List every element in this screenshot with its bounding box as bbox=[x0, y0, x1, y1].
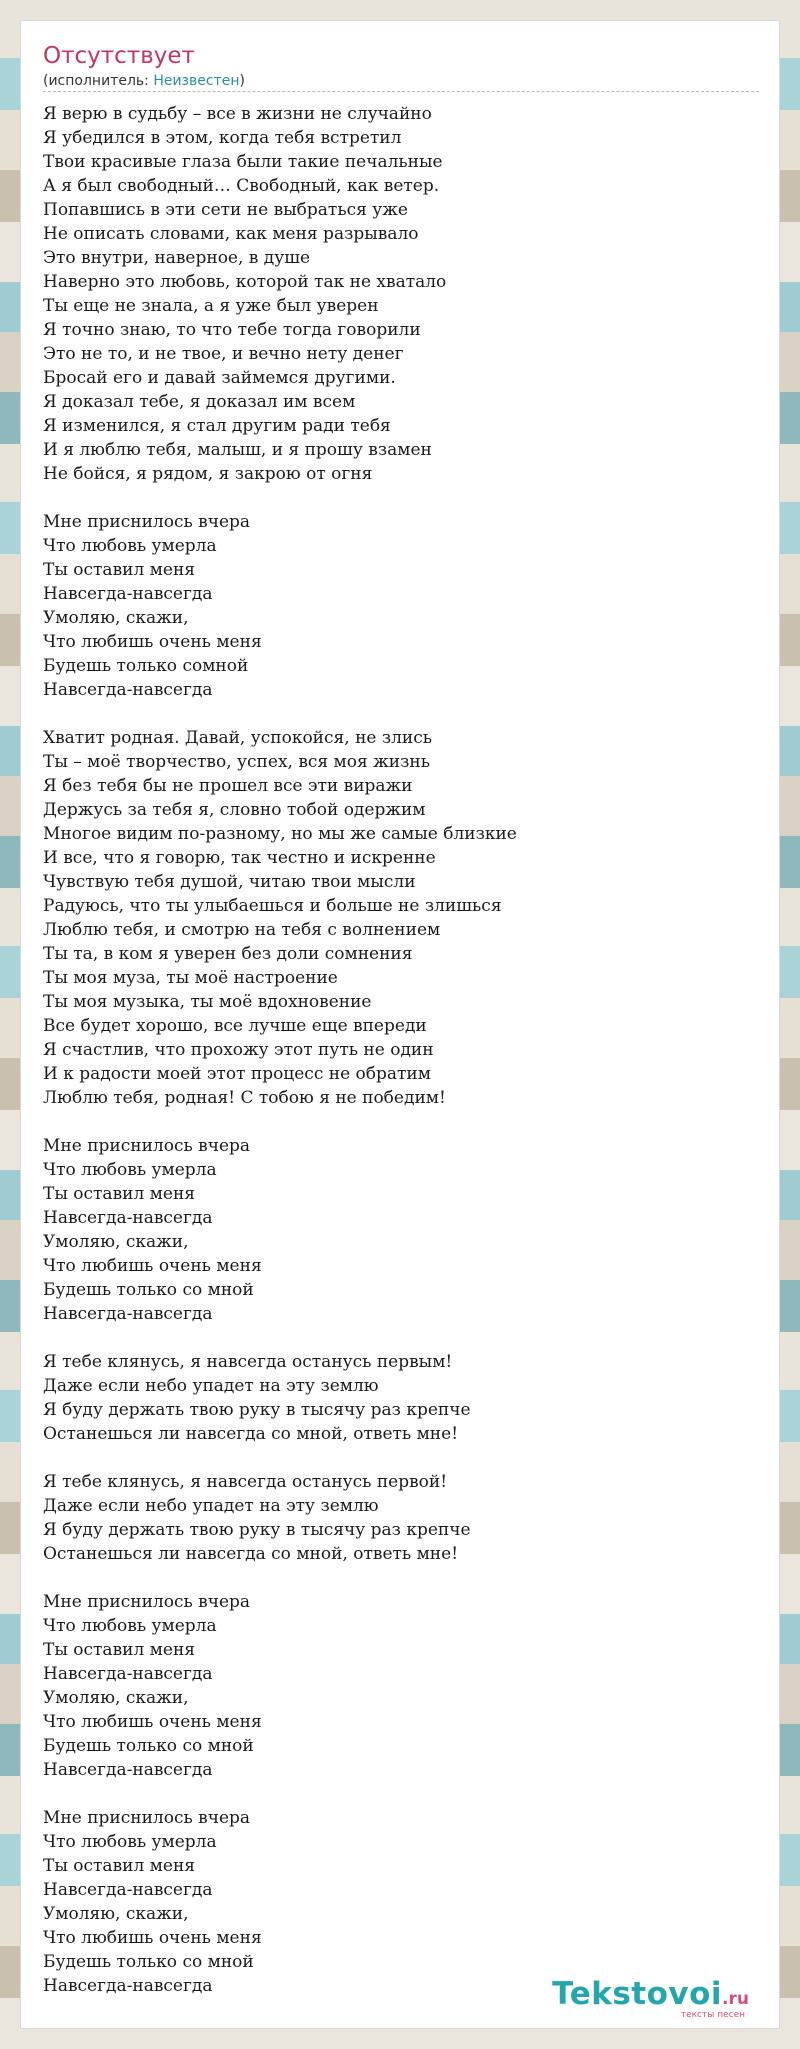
lyrics-line: Навсегда-навсегда bbox=[43, 680, 213, 700]
lyrics-line: Умоляю, скажи, bbox=[43, 1232, 189, 1252]
lyrics-line: И все, что я говорю, так честно и искренне bbox=[43, 848, 436, 868]
lyrics-stanza bbox=[43, 1350, 759, 1446]
lyrics-line: Попавшись в эти сети не выбраться уже bbox=[43, 200, 408, 220]
lyrics-line: Что любовь умерла bbox=[43, 536, 217, 556]
lyrics-line: Что любишь очень меня bbox=[43, 1712, 262, 1732]
lyrics-line: Ты оставил меня bbox=[43, 1856, 196, 1876]
lyrics-line: Люблю тебя, родная! С тобою я не победим! bbox=[43, 1088, 446, 1108]
lyrics-page bbox=[20, 20, 780, 2029]
lyrics-line: Будешь только со мной bbox=[43, 1280, 254, 1300]
song-title: Отсутствует bbox=[43, 43, 195, 69]
lyrics-line: Умоляю, скажи, bbox=[43, 1904, 189, 1924]
lyrics-line: Что любовь умерла bbox=[43, 1616, 217, 1636]
lyrics-line: Будешь только сомной bbox=[43, 656, 249, 676]
lyrics-line: Не описать словами, как меня разрывало bbox=[43, 224, 419, 244]
lyrics-line: Все будет хорошо, все лучше еще впереди bbox=[43, 1016, 427, 1036]
lyrics-line: А я был свободный… Свободный, как ветер. bbox=[43, 176, 440, 196]
title-divider bbox=[43, 91, 759, 92]
lyrics-line: Я убедился в этом, когда тебя встретил bbox=[43, 128, 402, 148]
lyrics-line: Я верю в судьбу – все в жизни не случайно bbox=[43, 104, 432, 124]
lyrics-stanza bbox=[43, 510, 759, 702]
lyrics-stanza bbox=[43, 1134, 759, 1326]
lyrics-line: Навсегда-навсегда bbox=[43, 1664, 213, 1684]
lyrics-line: Не бойся, я рядом, я закрою от огня bbox=[43, 464, 373, 484]
lyrics-line: Мне приснилось вчера bbox=[43, 512, 251, 532]
lyrics-line: Мне приснилось вчера bbox=[43, 1808, 251, 1828]
lyrics-line: Навсегда-навсегда bbox=[43, 1976, 213, 1996]
lyrics-line: Я точно знаю, то что тебе тогда говорили bbox=[43, 320, 421, 340]
lyrics-line: Останешься ли навсегда со мной, ответь мне! bbox=[43, 1544, 459, 1564]
lyrics-line: И к радости моей этот процесс не обратим bbox=[43, 1064, 431, 1084]
lyrics-line: Ты моя музыка, ты моё вдохновение bbox=[43, 992, 372, 1012]
lyrics-line: Я буду держать твою руку в тысячу раз крепче bbox=[43, 1400, 471, 1420]
lyrics-line: Я счастлив, что прохожу этот путь не один bbox=[43, 1040, 434, 1060]
lyrics-line: Хватит родная. Давай, успокойся, не злись bbox=[43, 728, 433, 748]
artist-prefix: (исполнитель: bbox=[43, 73, 154, 89]
site-logo[interactable] bbox=[552, 1978, 749, 2020]
lyrics-line: Навсегда-навсегда bbox=[43, 1304, 213, 1324]
lyrics-line: Ты оставил меня bbox=[43, 560, 196, 580]
lyrics-line: И я люблю тебя, малыш, и я прошу взамен bbox=[43, 440, 432, 460]
lyrics-line: Что любовь умерла bbox=[43, 1832, 217, 1852]
lyrics-line: Даже если небо упадет на эту землю bbox=[43, 1376, 379, 1396]
lyrics-line: Мне приснилось вчера bbox=[43, 1592, 251, 1612]
artist-line bbox=[43, 72, 245, 90]
lyrics-line: Ты та, в ком я уверен без доли сомнения bbox=[43, 944, 413, 964]
lyrics-line: Навсегда-навсегда bbox=[43, 1760, 213, 1780]
lyrics-line: Навсегда-навсегда bbox=[43, 1880, 213, 1900]
lyrics-line: Что любишь очень меня bbox=[43, 1256, 262, 1276]
lyrics-line: Ты – моё творчество, успех, вся моя жизнь bbox=[43, 752, 430, 772]
lyrics-line: Останешься ли навсегда со мной, ответь мне! bbox=[43, 1424, 459, 1444]
lyrics-line: Навсегда-навсегда bbox=[43, 584, 213, 604]
lyrics-line: Что любишь очень меня bbox=[43, 632, 262, 652]
lyrics-line: Умоляю, скажи, bbox=[43, 1688, 189, 1708]
lyrics-line: Будешь только со мной bbox=[43, 1952, 254, 1972]
lyrics-line: Я изменился, я стал другим ради тебя bbox=[43, 416, 391, 436]
logo-name: Tekstovoi bbox=[552, 1976, 723, 2012]
logo-tagline: тексты песен bbox=[680, 2010, 745, 2020]
lyrics-line: Многое видим по-разному, но мы же самые близкие bbox=[43, 824, 517, 844]
lyrics-line: Что любишь очень меня bbox=[43, 1928, 262, 1948]
lyrics-line: Держусь за тебя я, словно тобой одержим bbox=[43, 800, 426, 820]
logo-tld: .ru bbox=[722, 1989, 749, 2009]
lyrics-line: Я тебе клянусь, я навсегда останусь первым! bbox=[43, 1352, 453, 1372]
lyrics-line: Радуюсь, что ты улыбаешься и больше не злишься bbox=[43, 896, 502, 916]
lyrics-line: Ты оставил меня bbox=[43, 1184, 196, 1204]
lyrics-line: Чувствую тебя душой, читаю твои мысли bbox=[43, 872, 416, 892]
lyrics-line: Я буду держать твою руку в тысячу раз крепче bbox=[43, 1520, 471, 1540]
lyrics-line: Это внутри, наверное, в душе bbox=[43, 248, 311, 268]
lyrics-line: Это не то, и не твое, и вечно нету денег bbox=[43, 344, 404, 364]
lyrics-stanza bbox=[43, 1806, 759, 1998]
lyrics-line: Твои красивые глаза были такие печальные bbox=[43, 152, 443, 172]
lyrics-line: Ты еще не знала, а я уже был уверен bbox=[43, 296, 379, 316]
artist-suffix: ) bbox=[239, 73, 245, 89]
lyrics-line: Я доказал тебе, я доказал им всем bbox=[43, 392, 356, 412]
lyrics-line: Будешь только со мной bbox=[43, 1736, 254, 1756]
lyrics-line: Ты оставил меня bbox=[43, 1640, 196, 1660]
lyrics-line: Люблю тебя, и смотрю на тебя с волнением bbox=[43, 920, 441, 940]
lyrics-line: Умоляю, скажи, bbox=[43, 608, 189, 628]
lyrics-line: Мне приснилось вчера bbox=[43, 1136, 251, 1156]
lyrics-line: Ты моя муза, ты моё настроение bbox=[43, 968, 338, 988]
lyrics-stanza bbox=[43, 1470, 759, 1566]
lyrics-line: Я без тебя бы не прошел все эти виражи bbox=[43, 776, 413, 796]
lyrics-stanza bbox=[43, 102, 759, 486]
lyrics-text bbox=[43, 102, 759, 2022]
lyrics-line: Навсегда-навсегда bbox=[43, 1208, 213, 1228]
lyrics-line: Что любовь умерла bbox=[43, 1160, 217, 1180]
lyrics-stanza bbox=[43, 726, 759, 1110]
lyrics-stanza bbox=[43, 1590, 759, 1782]
lyrics-line: Я тебе клянусь, я навсегда останусь первой! bbox=[43, 1472, 448, 1492]
lyrics-line: Бросай его и давай займемся другими. bbox=[43, 368, 396, 388]
lyrics-line: Наверно это любовь, которой так не хватало bbox=[43, 272, 447, 292]
artist-link[interactable]: Неизвестен bbox=[153, 73, 240, 89]
lyrics-line: Даже если небо упадет на эту землю bbox=[43, 1496, 379, 1516]
